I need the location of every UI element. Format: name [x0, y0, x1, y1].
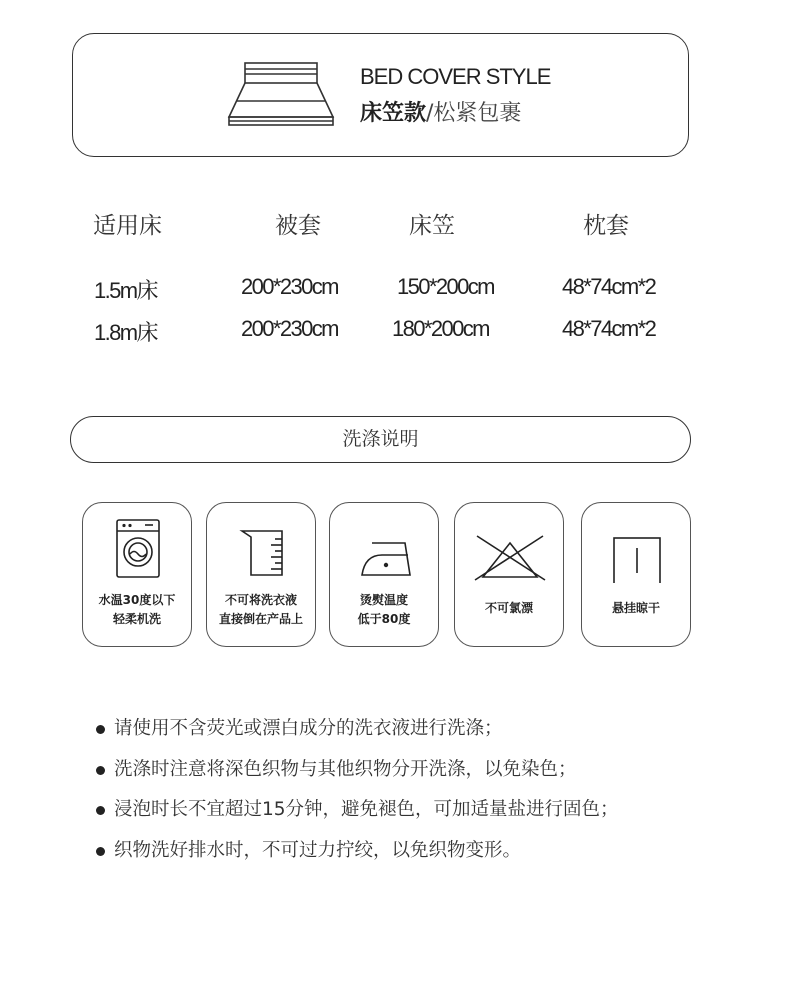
bed-icon — [225, 60, 337, 132]
wash-card-hang-dry-label: 悬挂晾干 — [611, 601, 660, 615]
size-row-1-pillowcase: 48*74cm*2 — [562, 274, 656, 299]
size-row-1-bed: 1.5m床 — [94, 278, 157, 303]
size-row-2-pillowcase: 48*74cm*2 — [562, 316, 656, 341]
size-row-1-fitted-sheet: 150*200cm — [397, 274, 494, 299]
hang-dry-icon — [582, 503, 692, 583]
size-row-2-bed: 1.8m床 — [94, 320, 157, 345]
size-header-fitted-sheet: 床笠 — [409, 213, 455, 239]
wash-card-no-bleach-label: 不可氯漂 — [484, 601, 533, 615]
size-row-2-fitted-sheet: 180*200cm — [392, 316, 489, 341]
wash-card-iron-line2: 低于80度 — [357, 612, 411, 626]
wash-card-machine-wash — [82, 502, 192, 647]
size-header-duvet: 被套 — [275, 213, 321, 239]
wash-card-detergent — [206, 502, 316, 647]
style-title-cn-sub: /松紧包裹 — [426, 101, 522, 126]
care-notes-list — [96, 714, 619, 876]
care-note — [96, 795, 619, 836]
size-header-bed: 适用床 — [93, 213, 162, 239]
wash-card-no-bleach — [454, 502, 564, 647]
style-title-cn-main: 床笠款 — [360, 101, 427, 126]
care-note-text: 浸泡时长不宜超过15分钟，避免褪色，可加适量盐进行固色； — [114, 799, 619, 820]
care-note-text: 请使用不含荧光或漂白成分的洗衣液进行洗涤； — [114, 718, 503, 739]
style-title-en: BED COVER STYLE — [360, 64, 551, 89]
iron-icon — [330, 503, 440, 583]
style-header-box — [72, 33, 689, 157]
care-note — [96, 755, 619, 796]
care-note — [96, 714, 619, 755]
wash-card-machine-wash-line2: 轻柔机洗 — [112, 612, 161, 626]
size-row-2-duvet: 200*230cm — [241, 316, 338, 341]
size-row-1-duvet: 200*230cm — [241, 274, 338, 299]
no-bleach-icon — [455, 503, 565, 583]
wash-card-iron — [329, 502, 439, 647]
size-header-pillowcase: 枕套 — [583, 213, 629, 239]
wash-card-hang-dry — [581, 502, 691, 647]
care-note-text: 织物洗好排水时，不可过力拧绞，以免织物变形。 — [114, 839, 522, 861]
bullet-icon — [96, 847, 105, 856]
measuring-cup-icon — [207, 503, 317, 583]
wash-card-iron-line1: 烫熨温度 — [359, 593, 408, 607]
wash-card-detergent-line2: 直接倒在产品上 — [218, 612, 303, 626]
care-note — [96, 836, 619, 877]
wash-instructions-title: 洗涤说明 — [70, 416, 691, 463]
bullet-icon — [96, 766, 105, 775]
wash-card-machine-wash-line1: 水温30度以下 — [98, 593, 176, 607]
bullet-icon — [96, 806, 105, 815]
style-title-cn — [360, 96, 521, 127]
bullet-icon — [96, 725, 105, 734]
care-note-text: 洗涤时注意将深色织物与其他织物分开洗涤，以免染色； — [114, 758, 577, 780]
washing-machine-icon — [83, 503, 193, 583]
wash-card-detergent-line1: 不可将洗衣液 — [224, 593, 297, 607]
